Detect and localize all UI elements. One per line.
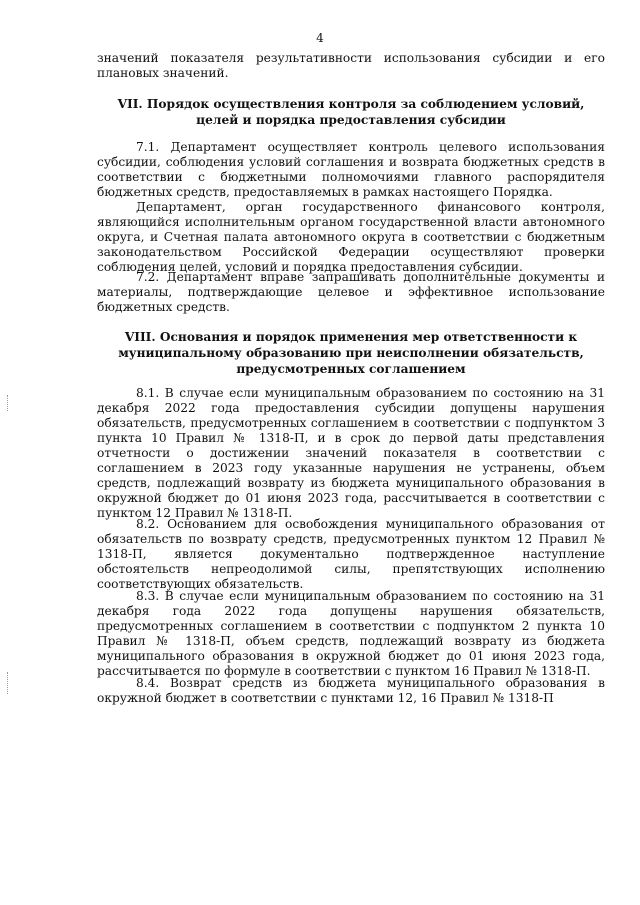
intro-paragraph: значений показателя результативности использования субсидии и его плановых значений.: [97, 51, 605, 80]
paragraph-8-3: 8.3. В случае если муниципальным образованием по состоянию на 31 декабря года 2022 года допущены нарушения обязательств, предусмотренных соглашением в соответствии с подпунктом 2 пункта 10 Правил № 1318-П, объем средств, подлежащий возврату из бюджета муниципального образования в окружной бюджет до 01 июня 2023 года, рассчитывается по формуле в соответствии с пунктом 16 Правил № 1318-П.: [97, 589, 605, 678]
paragraph-7-2: 7.2. Департамент вправе запрашивать дополнительные документы и материалы, подтверждающие целевое и эффективное использование бюджетных средств.: [97, 270, 605, 314]
section-7-heading: VII. Порядок осуществления контроля за соблюдением условий, целей и порядка предоставления субсидии: [117, 97, 585, 127]
scan-margin-mark: [7, 672, 9, 694]
paragraph-8-2: 8.2. Основанием для освобождения муниципального образования от обязательств по возврату средств, предусмотренных пунктом 12 Правил № 1318-П, является документально подтвержденное наступление обстоятельств непреодолимой силы, препятствующих исполнению соответствующих обязательств.: [97, 517, 605, 591]
paragraph-8-4: 8.4. Возврат средств из бюджета муниципального образования в окружной бюджет в соответствии с пунктами 12, 16 Правил № 1318-П: [97, 676, 605, 705]
page-number: 4: [316, 31, 324, 45]
scan-margin-mark: [7, 395, 9, 411]
paragraph-7-1: 7.1. Департамент осуществляет контроль целевого использования субсидии, соблюдения условий соглашения и возврата бюджетных средств в соответствии с бюджетными полномочиями главного распорядителя бюджетных средств, предоставляемых в рамках настоящего Порядка.: [97, 140, 605, 199]
paragraph-8-1: 8.1. В случае если муниципальным образованием по состоянию на 31 декабря 2022 года предоставления субсидии допущены нарушения обязательств, предусмотренных соглашением в соответствии с подпунктом 3 пункта 10 Правил № 1318-П, и в срок до первой даты представления отчетности о достижении значений показателя в соответствии с соглашением в 2023 году указанные нарушения не устранены, объем средств, подлежащий возврату из бюджета муниципального образования в окружной бюджет до 01 июня 2023 года, рассчитывается в соответствии с пунктом 12 Правил № 1318-П.: [97, 386, 605, 520]
paragraph-7-1-oversight: Департамент, орган государственного финансового контроля, являющийся исполнительным органом государственной власти автономного округа, и Счетная палата автономного округа в соответствии с бюджетным законодательством Российской Федерации осуществляют проверки соблюдения целей, условий и порядка предоставления субсидии.: [97, 200, 605, 274]
section-8-heading: VIII. Основания и порядок применения мер ответственности к муниципальному образованию при неисполнении обязательств, предусмотренных соглашением: [118, 330, 584, 376]
